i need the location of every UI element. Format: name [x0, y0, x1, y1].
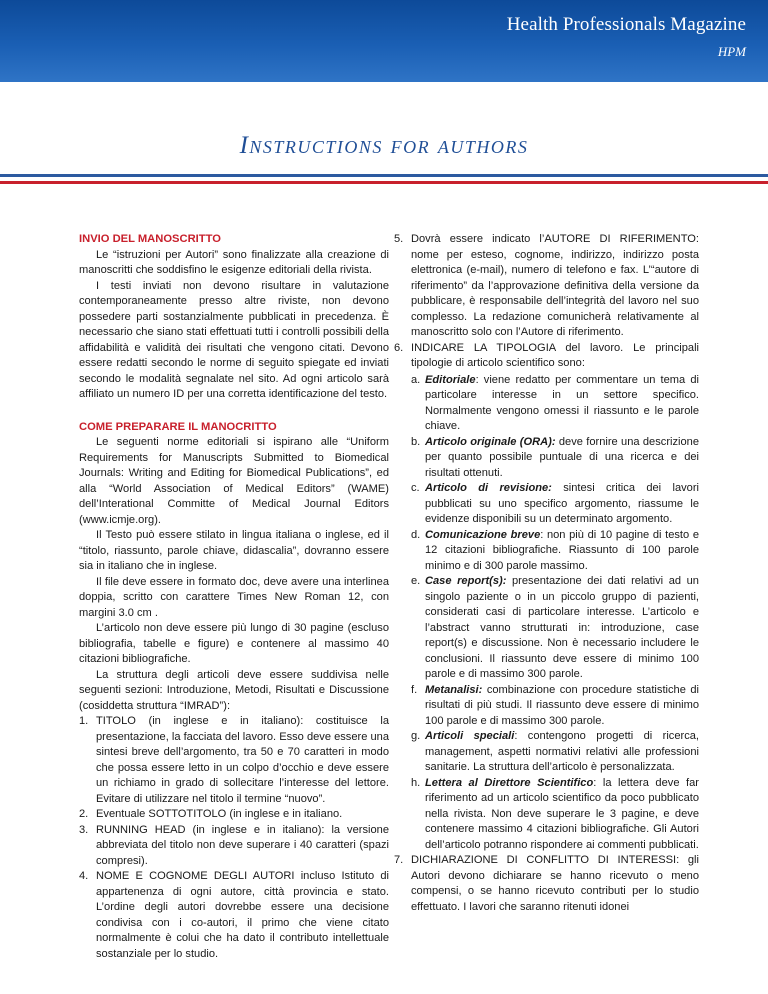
list-item	[79, 869, 389, 962]
type-term: Articolo di revisione:	[425, 482, 552, 494]
list-number: 3.	[79, 823, 89, 836]
type-term: Metanalisi:	[425, 683, 483, 696]
list-item	[394, 341, 699, 372]
list-number: 7.	[394, 854, 404, 866]
list-item	[394, 435, 699, 482]
list-item	[394, 683, 699, 730]
list-item-text: Eventuale SOTTOTITOLO (in inglese e in italiano.	[96, 808, 343, 820]
list-number: 5.	[394, 233, 404, 245]
paragraph: Il file deve essere in formato doc, deve avere una interlinea doppia, scritto con carattere Times New Roman 12, con margini 3.0 cm .	[79, 575, 389, 619]
list-item-text: RUNNING HEAD (in inglese e in italiano): la versione abbreviata del titolo non deve superare i 40 caratteri (spazi compresi).	[96, 823, 389, 867]
numbered-list	[394, 232, 699, 372]
list-number: 2.	[79, 808, 89, 820]
paragraph: Le “istruzioni per Autori” sono finalizzate alla creazione di manoscritti che soddisfino le esigenze editoriali della rivista.	[79, 248, 389, 276]
left-column	[79, 232, 389, 962]
list-letter: g.	[411, 730, 421, 742]
list-letter: c.	[411, 482, 420, 494]
type-description: : viene redatto per commentare un tema di particolare interesse in un settore specifico. Normalmente vengono omessi il riassunto e le parole chiave.	[425, 373, 699, 432]
list-item	[394, 729, 699, 776]
section-heading-preparare: COME PREPARARE IL MANOCRITTO	[79, 420, 277, 433]
list-item	[79, 714, 389, 807]
paragraph: L’articolo non deve essere più lungo di 30 pagine (escluso bibliografia, tabelle e figure) e contenere al massimo 40 citazioni bibliografiche.	[79, 622, 389, 665]
list-number: 6.	[394, 341, 404, 354]
divider-blue	[0, 174, 768, 177]
list-letter: e.	[411, 575, 421, 587]
list-letter: d.	[411, 528, 421, 541]
list-item-text: DICHIARAZIONE DI CONFLITTO DI INTERESSI: gli Autori devono dichiarare se hanno ricevuto o meno compensi, o se hanno ricevuto contributi per lo studio effettuato. I lavori che saranno ritenuti idonei	[411, 854, 699, 913]
type-description: sintesi critica dei lavori pubblicati su uno specifico argomento, riassume le evidenze disponibili su un determinato argomento.	[425, 482, 699, 525]
list-number: 1.	[79, 715, 89, 727]
paragraph: Il Testo può essere stilato in lingua italiana o inglese, ed il “titolo, riassunto, parole chiave, didascalia”, dovranno essere sia in italiano che in inglese.	[79, 529, 389, 572]
magazine-abbrev: HPM	[717, 44, 746, 59]
list-letter: b.	[411, 435, 421, 448]
type-term: Case report(s):	[425, 575, 507, 587]
list-letter: h.	[411, 776, 421, 789]
type-term: Articoli speciali	[425, 730, 515, 742]
type-term: Comunicazione breve	[425, 528, 541, 541]
type-description: deve fornire una descrizione per quanto possibile puntuale di una ricerca e dei risultati ottenuti.	[425, 435, 699, 479]
list-item	[394, 481, 699, 528]
list-item-text: NOME E COGNOME DEGLI AUTORI incluso Istituto di appartenenza di ogni autore, città provincia e stato. L’ordine degli autori dovrebbe essere una decisione condivisa con i co-autori, il primo che viene citato normalmente è colui che ha dato il contributo intellettuale sostanziale per lo studio.	[96, 870, 389, 960]
type-description: : contengono progetti di ricerca, management, aspetti normativi relativi alle professioni sanitarie. La struttura dell’articolo è personalizzata.	[425, 730, 699, 773]
paragraph: La struttura degli articoli deve essere suddivisa nelle seguenti sezioni: Introduzione, Metodi, Risultati e Discussione (cosiddetta struttura “IMRAD”):	[79, 668, 389, 712]
right-column	[394, 232, 699, 915]
type-term: Lettera al Direttore Scientifico	[425, 776, 594, 789]
article-types-list	[394, 373, 699, 854]
type-description: combinazione con procedure statistiche di risultati di più studi. Il riassunto deve essere di minimo 100 parole e di massimo 300 parole.	[425, 683, 699, 727]
list-letter: f.	[411, 683, 418, 696]
list-item	[394, 574, 699, 683]
list-item	[394, 528, 699, 575]
list-item	[394, 853, 699, 915]
numbered-list	[79, 714, 389, 962]
type-description: presentazione dei dati relativi ad un singolo paziente o in un piccolo gruppo di pazienti, considerati casi di particolare interesse. L’articolo e l’abstract vanno strutturati in: introduzione, case report(s) e discussione. Non è necessario includere le conclusioni. Il riassunto deve essere di minimo 100 parole e di massimo 300 parole.	[425, 575, 699, 680]
type-description: : la lettera deve far riferimento ad un articolo scientifico da poco pubblicato nella rivista. Non deve superare le 3 pagine, e deve contenere massimo 4 citazioni bibliografiche. Gli Autori dell’articolo potranno rispondere ai commenti pubblicati.	[425, 776, 699, 851]
section-heading-invio: INVIO DEL MANOSCRITTO	[79, 233, 221, 245]
numbered-list	[394, 853, 699, 915]
divider-red	[0, 181, 768, 184]
list-item	[394, 232, 699, 341]
list-item-text: Dovrà essere indicato l’AUTORE DI RIFERIMENTO: nome per esteso, cognome, indirizzo, indirizzo posta elettronica (e-mail), numero di telefono e fax. L’“autore di riferimento” da l’approvazione definitiva della versione da pubblicare, è responsabile dell’integrità del lavoro nel suo complesso. La redazione comunicherà relativamente al manoscritto solo con l’Autore di riferimento.	[411, 233, 699, 338]
type-term: Articolo originale (ORA):	[425, 435, 556, 448]
list-letter: a.	[411, 373, 421, 386]
list-item	[79, 807, 389, 823]
list-item	[394, 776, 699, 854]
magazine-name: Health Professionals Magazine	[506, 14, 746, 35]
paragraph: I testi inviati non devono risultare in valutazione contemporaneamente presso altre riviste, non devono possedere parti sostanzialmente pubblicati in precedenza. È necessario che siano stati effettuati tutti i controlli possibili della affidabilità e validità dei risultati che vengono citati. Devono essere redatti secondo le norme di seguito spiegate ed inviati secondo le modalità segnalate nel sito. Ad ogni articolo sarà affiliato un numero ID per una corretta identificazione del testo.	[79, 279, 389, 400]
list-item-text: INDICARE LA TIPOLOGIA del lavoro. Le principali tipologie di articolo scientifico sono:	[411, 341, 699, 369]
list-item	[394, 373, 699, 435]
list-item-text: TITOLO (in inglese e in italiano): costituisce la presentazione, la facciata del lavoro. Esso deve essere una sintesi breve dell’argomento, tra 50 e 70 caratteri in modo che possa essere letto in un colpo d’occhio e deve essere un richiamo in grado di sollecitare l’interesse del lettore. Evitare di utilizzare nel titolo il termine “nuovo”.	[96, 715, 389, 805]
header-band	[0, 0, 768, 82]
type-description: : non più di 10 pagine di testo e 12 citazioni bibliografiche. Riassunto di 100 parole minimo e di 300 parole massimo.	[425, 528, 699, 572]
page-title: Instructions for authors	[239, 132, 529, 159]
type-term: Editoriale	[425, 373, 476, 386]
paragraph: Le seguenti norme editoriali si ispirano alle “Uniform Requirements for Manuscripts Submitted to Biomedical Journals: Writing and Editing for Biomedical Publications”, ed alla “World Association of Medical Editors” (WAME) dell’Interational Committe of Medical Journal Editors (www.icmje.org).	[79, 436, 389, 526]
list-item	[79, 823, 389, 870]
list-number: 4.	[79, 870, 89, 882]
